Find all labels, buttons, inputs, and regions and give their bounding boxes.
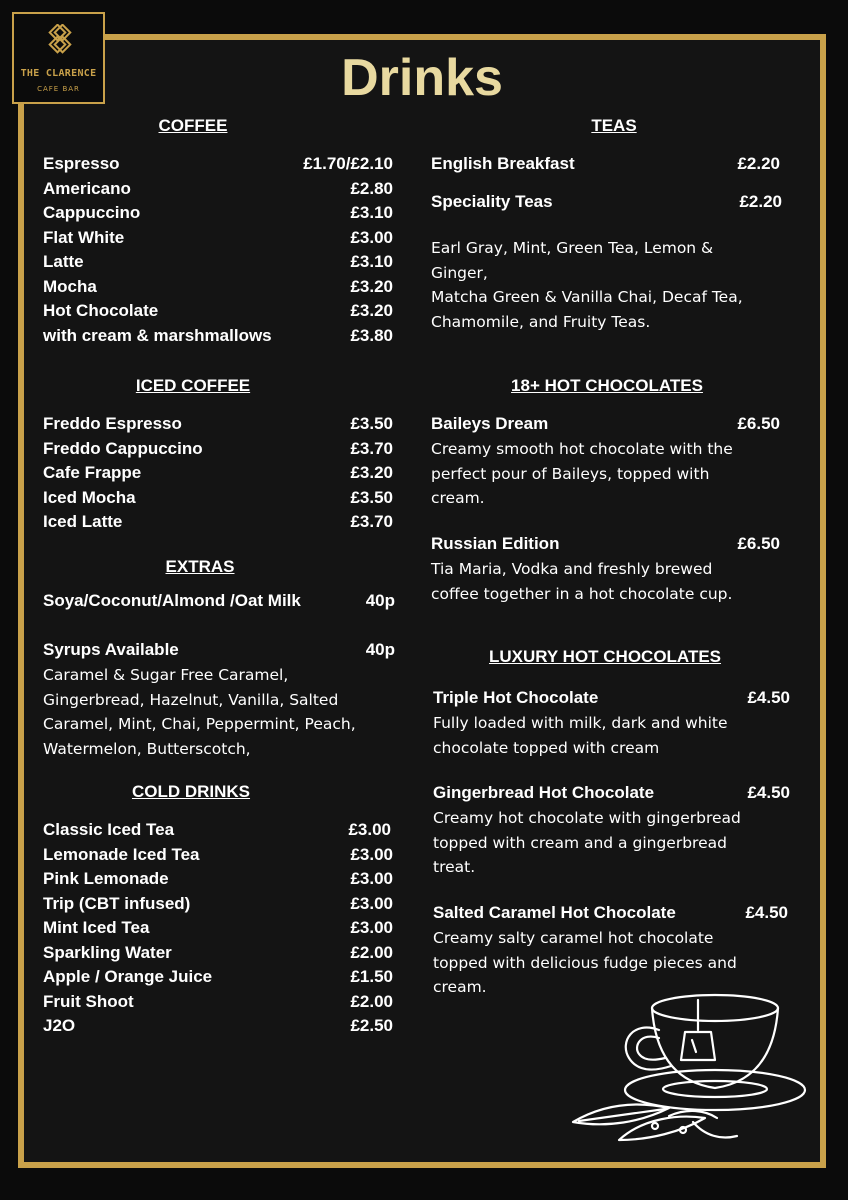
item-name: Cafe Frappe [43,463,142,482]
desc-line: coffee together in a hot chocolate cup. [431,584,733,603]
item-name: Trip (CBT infused) [43,894,191,913]
item-name: Apple / Orange Juice [43,967,213,986]
item-price: £2.20 [737,154,780,173]
desc-line: Tia Maria, Vodka and freshly brewed [431,560,713,578]
item-price: £4.50 [747,688,790,707]
item-description [431,557,816,606]
item-price: £4.50 [745,903,788,922]
item-name: Fruit Shoot [43,992,134,1011]
item-description [433,806,813,880]
menu-item [43,299,393,323]
item-price: £1.50 [350,967,393,986]
menu-item [433,901,788,925]
item-name: Americano [43,179,131,198]
iced-coffee-header: ICED COFFEE [135,376,251,395]
item-price: £2.00 [350,992,393,1011]
item-price: £3.50 [350,414,393,433]
menu-item [43,916,393,940]
item-price: £6.50 [737,534,780,553]
menu-item [43,843,393,867]
item-price: £3.00 [350,845,393,864]
item-price: £6.50 [737,414,780,433]
item-name: Triple Hot Chocolate [433,688,599,707]
item-price: £3.20 [350,463,393,482]
item-price: £2.50 [350,1016,393,1035]
item-name: English Breakfast [431,154,575,173]
menu-item [433,781,790,805]
menu-item [43,486,393,510]
item-price: £1.70/£2.10 [303,154,393,173]
menu-item [43,437,393,461]
item-name: Syrups Available [43,640,179,659]
item-name: Mint Iced Tea [43,918,150,937]
desc-line: Creamy salty caramel hot chocolate [433,929,714,947]
menu-item [43,965,393,989]
item-price: £2.00 [350,943,393,962]
item-price: £3.50 [350,488,393,507]
item-price: £3.80 [350,326,393,345]
item-name: with cream & marshmallows [43,326,272,345]
item-price: £3.00 [348,820,391,839]
brand-subtitle: CAFE BAR [37,85,80,93]
item-name: Iced Mocha [43,488,136,507]
item-price: £3.00 [350,918,393,937]
item-price: £3.20 [350,301,393,320]
item-description [431,437,811,511]
hot-choc-18-header: 18+ HOT CHOCOLATES [511,376,703,395]
item-price: 40p [365,640,395,659]
coffee-header: COFFEE [158,116,228,135]
item-name: J2O [43,1016,76,1035]
item-description [433,926,813,1000]
desc-line: Watermelon, Butterscotch, [43,739,251,758]
menu-item [43,152,393,176]
teacup-illustration-icon [555,990,810,1145]
item-price: £3.70 [350,512,393,531]
knot-logo-icon [47,24,73,56]
item-name: Hot Chocolate [43,301,159,320]
item-price: £3.00 [350,894,393,913]
item-price: £3.00 [350,869,393,888]
item-price: £3.10 [350,252,393,271]
cold-drinks-header: COLD DRINKS [131,782,251,801]
menu-item [43,990,393,1014]
menu-item [43,250,393,274]
desc-line: Creamy smooth hot chocolate with the [431,440,733,458]
menu-item [43,510,393,534]
item-price: £2.20 [739,192,782,211]
item-name: Freddo Espresso [43,414,182,433]
menu-item [43,589,395,613]
brand-name: THE CLARENCE [20,68,97,79]
menu-item [43,1014,393,1038]
teas-description [431,236,811,334]
syrups-description [43,663,413,761]
desc-line: cream. [431,489,485,508]
item-price: 40p [365,591,395,610]
menu-item [43,177,393,201]
desc-line: cream. [433,978,487,997]
item-price: £3.20 [350,277,393,296]
item-name: Sparkling Water [43,943,172,962]
menu-item [43,638,395,662]
item-name: Salted Caramel Hot Chocolate [433,903,676,922]
desc-line: Chamomile, and Fruity Teas. [431,312,651,331]
item-name: Espresso [43,154,120,173]
extras-header: EXTRAS [165,557,235,576]
menu-item [433,686,790,710]
item-price: £2.80 [350,179,393,198]
desc-line: Creamy hot chocolate with gingerbread [433,809,741,827]
brand-logo [12,12,105,104]
desc-line: Matcha Green & Vanilla Chai, Decaf Tea, [431,288,743,307]
luxury-header: LUXURY HOT CHOCOLATES [488,647,722,666]
item-price: £4.50 [747,783,790,802]
menu-item [43,201,393,225]
item-name: Baileys Dream [431,414,549,433]
desc-line: Fully loaded with milk, dark and white [433,714,728,732]
item-name: Freddo Cappuccino [43,439,203,458]
menu-item [43,275,393,299]
desc-line: topped with delicious fudge pieces and [433,953,737,972]
item-name: Soya/Coconut/Almond /Oat Milk [43,591,301,610]
menu-item [431,532,780,556]
desc-line: Ginger, [431,263,488,282]
item-name: Russian Edition [431,534,560,553]
desc-line: topped with cream and a gingerbread [433,833,727,852]
item-name: Mocha [43,277,97,296]
desc-line: perfect pour of Baileys, topped with [431,464,710,483]
item-name: Classic Iced Tea [43,820,175,839]
item-description [433,711,813,760]
desc-line: Gingerbread, Hazelnut, Vanilla, Salted [43,690,339,709]
desc-line: treat. [433,858,476,877]
item-price: £3.00 [350,228,393,247]
desc-line: Earl Gray, Mint, Green Tea, Lemon & [431,239,714,257]
page-title: Drinks [341,49,503,107]
menu-item [43,412,393,436]
desc-line: Caramel, Mint, Chai, Peppermint, Peach, [43,715,356,734]
desc-line: Caramel & Sugar Free Caramel, [43,666,289,684]
item-name: Pink Lemonade [43,869,169,888]
item-price: £3.10 [350,203,393,222]
item-name: Lemonade Iced Tea [43,845,200,864]
menu-item [431,152,780,176]
item-price: £3.70 [350,439,393,458]
item-name: Iced Latte [43,512,123,531]
menu-item [43,818,391,842]
menu-item [43,892,393,916]
item-name: Cappuccino [43,203,141,222]
item-name: Flat White [43,228,125,247]
menu-item [43,867,393,891]
menu-item [431,412,780,436]
teas-header: TEAS [591,116,637,135]
menu-item [43,324,393,348]
item-name: Gingerbread Hot Chocolate [433,783,655,802]
menu-item [43,226,393,250]
desc-line: chocolate topped with cream [433,738,660,757]
menu-item [431,190,782,214]
item-name: Speciality Teas [431,192,553,211]
menu-item [43,941,393,965]
menu-item [43,461,393,485]
item-name: Latte [43,252,84,271]
